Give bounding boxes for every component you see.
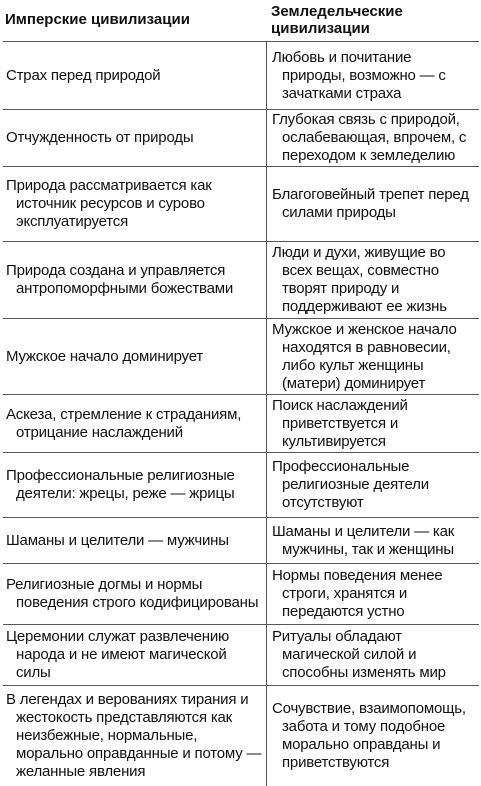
row-divider <box>3 452 479 453</box>
cell-text: Любовь и почитание природы, возможно — с зачатками страха <box>272 48 446 102</box>
cell-text: Мужское начало доминирует <box>6 347 204 365</box>
cell-text: Ритуалы обладают магической силой и способны изменять мир <box>272 628 446 681</box>
cell-agricultural <box>272 167 478 241</box>
cell-text: Профессиональные религиозные деятели отсутствуют <box>272 458 429 511</box>
cell-imperial <box>6 686 264 786</box>
table-row <box>0 167 481 241</box>
cell-text: Шаманы и целители — мужчины <box>6 531 229 549</box>
cell-imperial <box>6 625 264 685</box>
cell-imperial <box>6 518 264 563</box>
cell-text: Страх перед природой <box>6 66 161 84</box>
table-row <box>0 564 481 624</box>
row-divider <box>3 563 479 564</box>
cell-agricultural <box>272 42 478 109</box>
cell-text: Профессиональные религиозные деятели: жрецы, реже — жрицы <box>6 467 235 502</box>
table-row <box>0 242 481 318</box>
table-row <box>0 453 481 517</box>
cell-text: Поиск наслаждений приветствуется и культивируется <box>272 396 408 450</box>
row-divider <box>3 166 479 167</box>
cell-text: Сочувствие, взаимопомощь, забота и тому подобное морально оправданы и приветствуются <box>272 700 466 771</box>
cell-agricultural <box>272 564 478 624</box>
cell-agricultural <box>272 686 478 786</box>
cell-imperial <box>6 167 264 241</box>
row-divider <box>3 517 479 518</box>
cell-agricultural <box>272 625 478 685</box>
cell-text: Благоговейный трепет перед силами природы <box>272 186 469 221</box>
cell-text: В легендах и верованиях тирания и жестокость представляются как неизбежные, нормальные, морально оправданные и потому — желанные явления <box>6 691 262 780</box>
cell-imperial <box>6 453 264 517</box>
cell-agricultural <box>272 453 478 517</box>
cell-text: Природа рассматривается как источник ресурсов и сурово эксплуатируется <box>6 177 212 230</box>
cell-imperial <box>6 395 264 452</box>
cell-text: Мужское и женское начало находятся в равновесии, либо культ женщины (матери) доминирует <box>272 320 457 392</box>
cell-agricultural <box>272 242 478 318</box>
cell-imperial <box>6 242 264 318</box>
cell-text: Глубокая связь с природой, ослабевающая, впрочем, с переходом к земледелию <box>272 111 467 164</box>
row-divider <box>3 318 479 319</box>
cell-agricultural <box>272 395 478 452</box>
cell-imperial <box>6 42 264 109</box>
header-imperial-civilizations: Имперские цивилизации <box>5 11 190 28</box>
table-row <box>0 625 481 685</box>
cell-text: Аскеза, стремление к страданиям, отрицание наслаждений <box>6 405 242 441</box>
cell-imperial <box>6 319 264 394</box>
table-row <box>0 518 481 563</box>
table-row <box>0 42 481 109</box>
cell-imperial <box>6 564 264 624</box>
header-agricultural-civilizations: Земледельческие цивилизации <box>271 3 403 37</box>
table-row <box>0 395 481 452</box>
row-divider <box>3 685 479 686</box>
cell-text: Люди и духи, живущие во всех вещах, совместно творят природу и поддерживают ее жизнь <box>272 244 447 315</box>
table-row <box>0 319 481 394</box>
row-divider <box>3 109 479 110</box>
cell-imperial <box>6 110 264 166</box>
cell-text: Шаманы и целители — как мужчины, так и женщины <box>272 522 455 558</box>
cell-text: Природа создана и управляется антропоморфными божествами <box>6 262 234 297</box>
row-divider <box>3 624 479 625</box>
table-row <box>0 686 481 786</box>
cell-agricultural <box>272 518 478 563</box>
cell-agricultural <box>272 110 478 166</box>
table-row <box>0 110 481 166</box>
row-divider <box>3 394 479 395</box>
row-divider <box>3 241 479 242</box>
cell-text: Религиозные догмы и нормы поведения строго кодифицированы <box>6 576 259 611</box>
cell-agricultural <box>272 319 478 394</box>
row-divider <box>3 41 479 42</box>
cell-text: Отчужденность от природы <box>6 129 194 146</box>
cell-text: Церемонии служат развлечению народа и не имеют магической силы <box>6 628 230 681</box>
cell-text: Нормы поведения менее строги, хранятся и передаются устно <box>272 567 443 620</box>
